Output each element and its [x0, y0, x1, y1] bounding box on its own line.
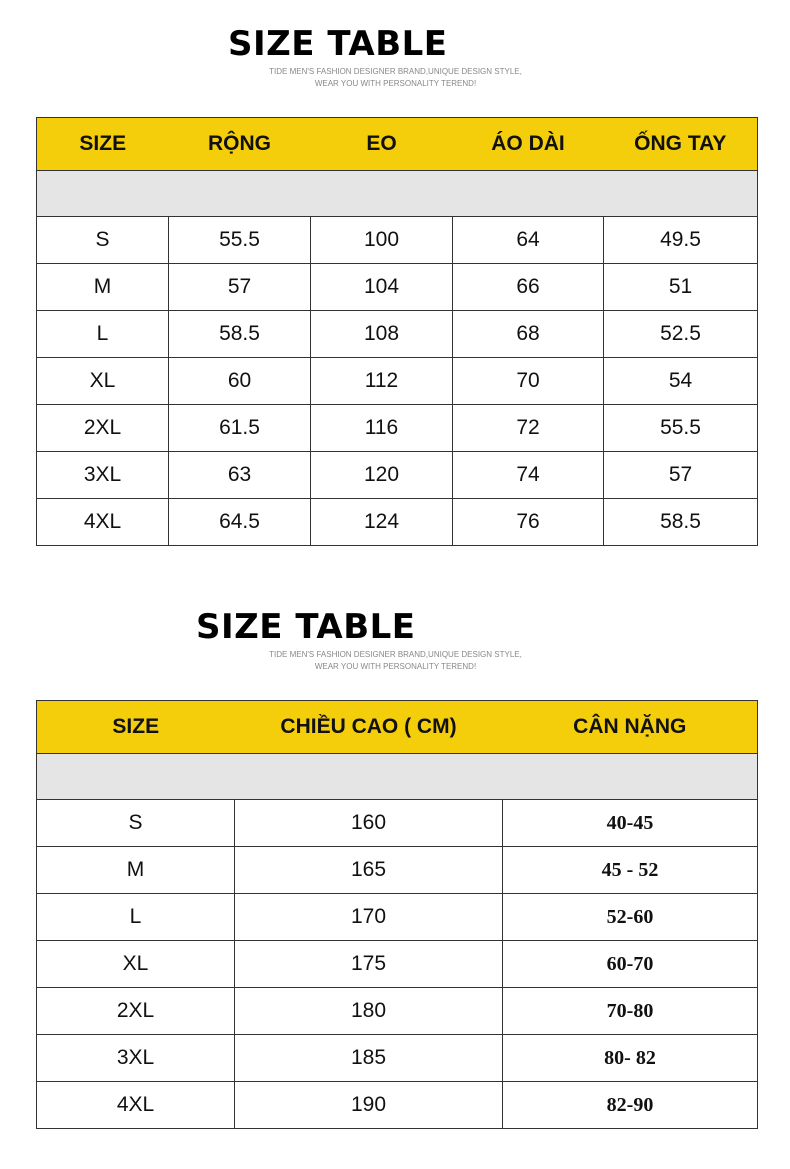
size-table-1 [36, 117, 758, 546]
table-cell: 60 [169, 358, 311, 405]
table-cell: 4XL [37, 499, 169, 546]
table2-header-row [37, 701, 758, 754]
table-cell: 60-70 [503, 941, 758, 988]
table-cell: 49.5 [604, 217, 758, 264]
table1-tagline-line-1: TIDE MEN'S FASHION DESIGNER BRAND,UNIQUE DESIGN STYLE, [269, 67, 522, 76]
table1-header-length: ÁO DÀI [453, 118, 604, 171]
table-row [37, 405, 758, 452]
table2-header-height: CHIỀU CAO ( CM) [235, 701, 503, 754]
table-cell: 175 [235, 941, 503, 988]
table-cell: 112 [311, 358, 453, 405]
table-cell: 104 [311, 264, 453, 311]
table2-tagline-line-1: TIDE MEN'S FASHION DESIGNER BRAND,UNIQUE DESIGN STYLE, [269, 650, 522, 659]
table-cell: 57 [604, 452, 758, 499]
table-cell: 2XL [37, 405, 169, 452]
table-cell: 66 [453, 264, 604, 311]
table-cell: 72 [453, 405, 604, 452]
table-cell: 70-80 [503, 988, 758, 1035]
table-cell: 40-45 [503, 800, 758, 847]
table-row [37, 988, 758, 1035]
table-cell: 80- 82 [503, 1035, 758, 1082]
table-cell: 51 [604, 264, 758, 311]
table2-gap-row [37, 754, 758, 800]
table1-header-waist: EO [311, 118, 453, 171]
table1-header-width: RỘNG [169, 118, 311, 171]
table-cell: 3XL [37, 1035, 235, 1082]
table-cell: 190 [235, 1082, 503, 1129]
table-cell: 45 - 52 [503, 847, 758, 894]
table-cell: 3XL [37, 452, 169, 499]
size-table-2 [36, 700, 758, 1129]
table-row [37, 847, 758, 894]
table2-header-size: SIZE [37, 701, 235, 754]
table-row [37, 800, 758, 847]
table-cell: 54 [604, 358, 758, 405]
table-cell: 124 [311, 499, 453, 546]
table-cell: 57 [169, 264, 311, 311]
table1-title: SIZE TABLE [228, 24, 448, 64]
table-cell: 108 [311, 311, 453, 358]
table-cell: M [37, 264, 169, 311]
table-row [37, 217, 758, 264]
table-row [37, 941, 758, 988]
table1-gap-row [37, 171, 758, 217]
table-row [37, 499, 758, 546]
table-cell: 170 [235, 894, 503, 941]
table-cell: 58.5 [169, 311, 311, 358]
table1-header-row [37, 118, 758, 171]
table2-title: SIZE TABLE [196, 607, 416, 647]
table-cell: 165 [235, 847, 503, 894]
table2-tagline-line-2: WEAR YOU WITH PERSONALITY TEREND! [314, 662, 477, 671]
table-row [37, 1082, 758, 1129]
table-cell: 160 [235, 800, 503, 847]
table-cell: M [37, 847, 235, 894]
table-row [37, 452, 758, 499]
table-cell: S [37, 800, 235, 847]
table1-tagline-line-2: WEAR YOU WITH PERSONALITY TEREND! [314, 79, 477, 88]
table-cell: 4XL [37, 1082, 235, 1129]
table2-header-weight: CÂN NẶNG [503, 701, 758, 754]
table-cell: 68 [453, 311, 604, 358]
table-cell: 64 [453, 217, 604, 264]
table-cell: 64.5 [169, 499, 311, 546]
table-cell: 116 [311, 405, 453, 452]
table-cell: 2XL [37, 988, 235, 1035]
table-cell: 52.5 [604, 311, 758, 358]
table-cell: 58.5 [604, 499, 758, 546]
table-cell: L [37, 311, 169, 358]
table-row [37, 358, 758, 405]
table-cell: 76 [453, 499, 604, 546]
table-row [37, 311, 758, 358]
table-cell: L [37, 894, 235, 941]
table-cell: XL [37, 941, 235, 988]
table-cell: 61.5 [169, 405, 311, 452]
table-cell: 55.5 [604, 405, 758, 452]
table-row [37, 1035, 758, 1082]
table-cell: 100 [311, 217, 453, 264]
table1-tagline [258, 66, 533, 90]
table-row [37, 264, 758, 311]
table-cell: XL [37, 358, 169, 405]
table-row [37, 894, 758, 941]
table-cell: 63 [169, 452, 311, 499]
table-cell: 70 [453, 358, 604, 405]
table2-tagline [258, 649, 533, 673]
table-cell: 185 [235, 1035, 503, 1082]
table-cell: 52-60 [503, 894, 758, 941]
table-cell: 82-90 [503, 1082, 758, 1129]
table1-header-size: SIZE [37, 118, 169, 171]
table-cell: 74 [453, 452, 604, 499]
table-cell: 180 [235, 988, 503, 1035]
table-cell: 55.5 [169, 217, 311, 264]
table-cell: S [37, 217, 169, 264]
table1-header-sleeve: ỐNG TAY [604, 118, 758, 171]
table-cell: 120 [311, 452, 453, 499]
